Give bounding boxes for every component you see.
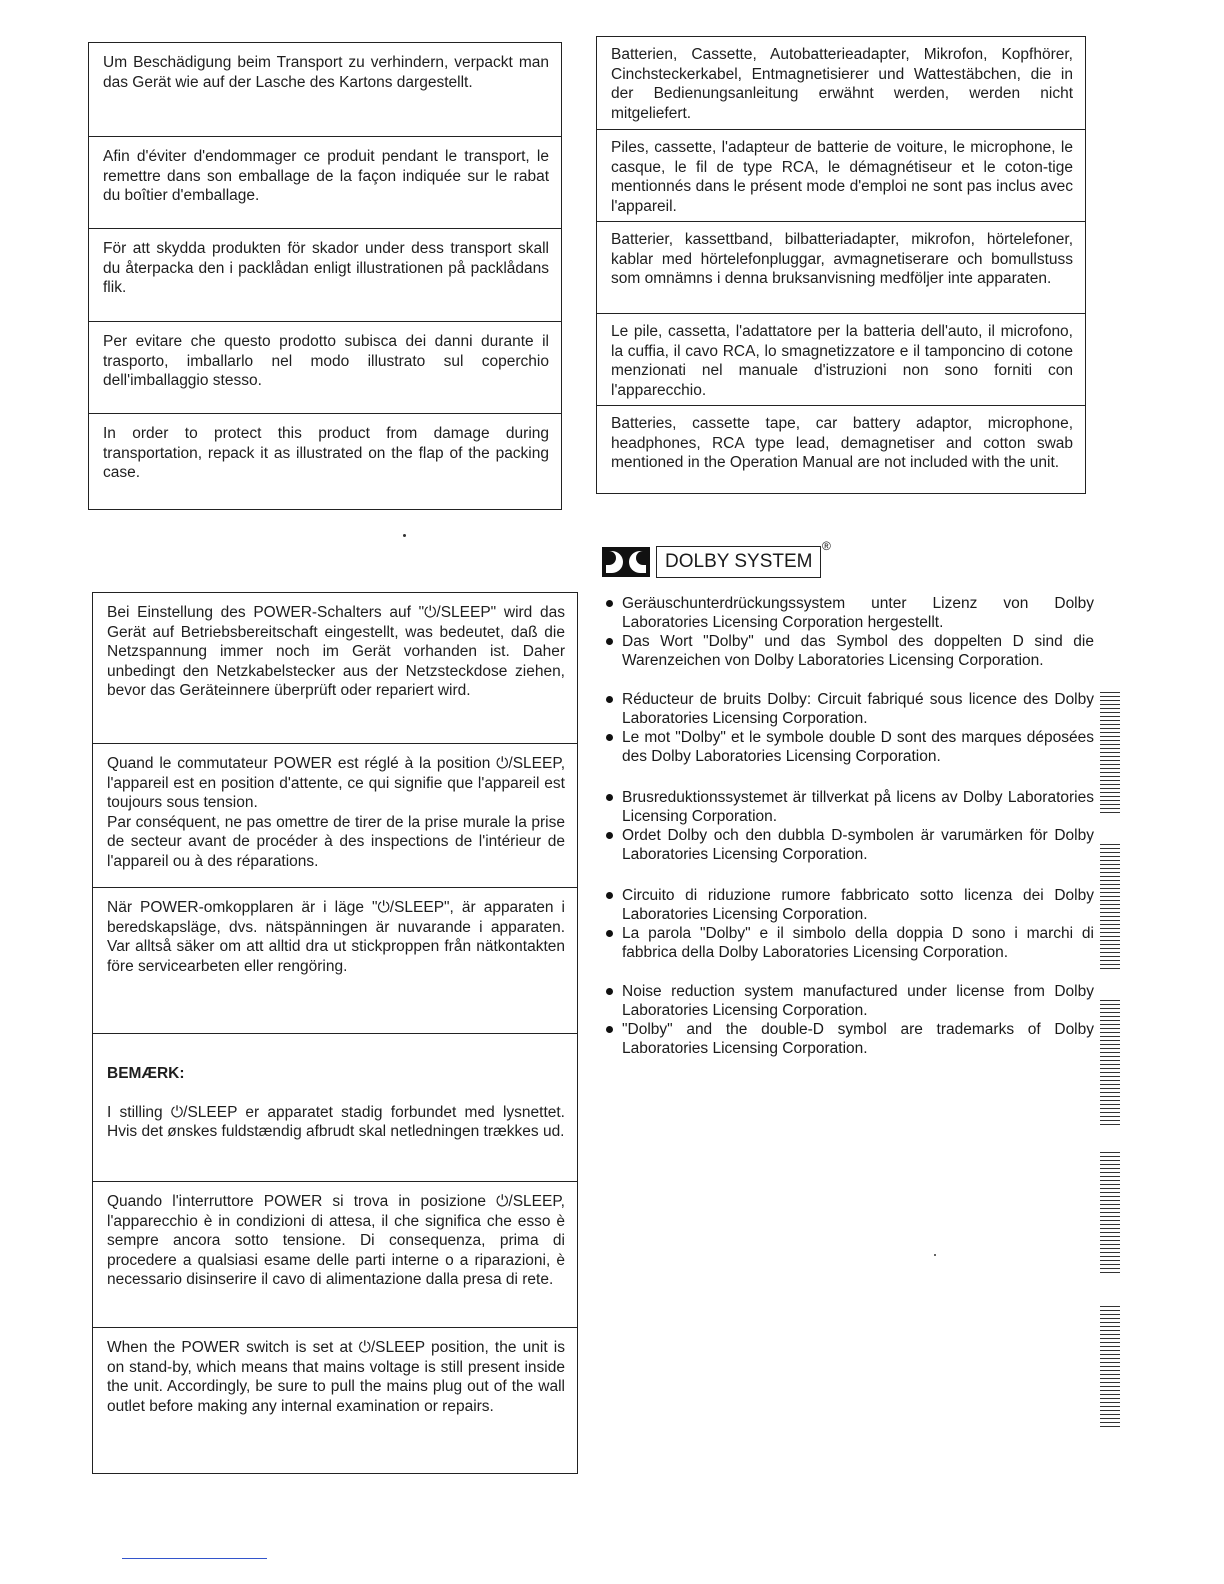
- transport-notice-table: [88, 42, 562, 510]
- accessory-notice-en: Batteries, cassette tape, car battery adaptor, microphone, headphones, RCA type lead, demagnetiser and cotton swab mentioned in the Operation Manual are not included with the unit.: [597, 405, 1085, 493]
- dolby-group-en: [604, 982, 1094, 1058]
- dolby-item: La parola "Dolby" e il simbolo della doppia D sono i marchi di fabbrica della Dolby Laboratories Licensing Corporation.: [604, 924, 1094, 962]
- power-notice-table: [92, 592, 578, 1474]
- dolby-group-sv: [604, 788, 1094, 864]
- accessory-notice-sv: Batterier, kassettband, bilbatteriadapter, mikrofon, hörtelefoner, kablar med hörtelefonpluggar, avmagnetiserare och bomullstuss som omnämns i denna bruksanvisning medföljer inte apparaten.: [597, 221, 1085, 313]
- power-notice-da-text: I stilling ⏻/SLEEP er apparatet stadig forbundet med lysnettet. Hvis det ønskes fuldstændig afbrudt skal netledningen trækkes ud.: [107, 1103, 565, 1140]
- power-notice-da: [93, 1033, 577, 1181]
- margin-hatch-mark: [1100, 692, 1120, 816]
- power-notice-sv: När POWER-omkopplaren är i läge "⏻/SLEEP", är apparaten i beredskapsläge, dvs. nätspänningen är nuvarande i apparaten. Var alltså säker om att alltid dra ut stickproppen från nätkontakten före servicearbeten eller rengöring.: [93, 887, 577, 1033]
- dolby-item: Noise reduction system manufactured under license from Dolby Laboratories Licensing Corporation.: [604, 982, 1094, 1020]
- dolby-item: Das Wort "Dolby" und das Symbol des doppelten D sind die Warenzeichen von Dolby Laboratories Licensing Corporation.: [604, 632, 1094, 670]
- margin-hatch-mark: [1100, 844, 1120, 970]
- power-notice-de: Bei Einstellung des POWER-Schalters auf "⏻/SLEEP" wird das Gerät auf Betriebsbereitschaft eingestellt, was bedeutet, daß die Netzspannung immer noch im Gerät vorhanden ist. Daher unbedingt den Netzkabelstecker aus der Netzsteckdose ziehen, bevor das Geräteinnere überprüft oder repariert wird.: [107, 604, 565, 699]
- dolby-item: Brusreduktionssystemet är tillverkat på licens av Dolby Laboratories Licensing Corporation.: [604, 788, 1094, 826]
- transport-notice-it: Per evitare che questo prodotto subisca dei danni durante il trasporto, imballarlo nel modo illustrato sul coperchio dell'imballaggio stesso.: [89, 321, 561, 413]
- dolby-item: Réducteur de bruits Dolby: Circuit fabriqué sous licence des Dolby Laboratories Licensing Corporation.: [604, 690, 1094, 728]
- accessory-notice-it: Le pile, cassetta, l'adattatore per la batteria dell'auto, il microfono, la cuffia, il cavo RCA, lo smagnetizzatore e il tamponcino di cotone menzionati nel manuale d'istruzioni non sono forniti con l'apparecchio.: [597, 313, 1085, 405]
- transport-notice-sv: För att skydda produkten för skador under dess transport skall du återpacka den i packlådan enligt illustrationen på packlådans flik.: [89, 228, 561, 321]
- dolby-item: Ordet Dolby och den dubbla D-symbolen är varumärken för Dolby Laboratories Licensing Corporation.: [604, 826, 1094, 864]
- power-notice-it: Quando l'interruttore POWER si trova in posizione ⏻/SLEEP, l'apparecchio è in condizioni di attesa, il che significa che esso è sempre ancora sotto tensione. Di consequenza, prima di procedere a qualsiasi esame delle parti interne o a riparazioni, è necessario disinserire il cavo di alimentazione dalla presa di rete.: [93, 1181, 577, 1327]
- dolby-item: "Dolby" and the double-D symbol are trademarks of Dolby Laboratories Licensing Corporation.: [604, 1020, 1094, 1058]
- transport-notice-en: In order to protect this product from damage during transportation, repack it as illustrated on the flap of the packing case.: [89, 413, 561, 509]
- dolby-group-it: [604, 886, 1094, 962]
- dolby-item: Le mot "Dolby" et le symbole double D sont des marques déposées des Dolby Laboratories Licensing Corporation.: [604, 728, 1094, 766]
- scan-speck: [934, 1254, 936, 1256]
- dolby-group-fr: [604, 690, 1094, 766]
- accessory-notice-fr: Piles, cassette, l'adapteur de batterie de voiture, le microphone, le casque, le fil de type RCA, le démagnétiseur et le coton-tige mentionnés dans le présent mode d'emploi ne sont pas inclus avec l'appareil.: [597, 129, 1085, 221]
- dolby-system-label: DOLBY SYSTEM: [656, 546, 821, 578]
- margin-hatch-mark: [1100, 1152, 1120, 1276]
- transport-notice-de: Um Beschädigung beim Transport zu verhindern, verpackt man das Gerät wie auf der Lasche des Kartons dargestellt.: [103, 54, 549, 91]
- accessory-notice-de: Batterien, Cassette, Autobatterieadapter, Mikrofon, Kopfhörer, Cinchsteckerkabel, Entmagnetisierer und Wattestäbchen, die in der Bedienungsanleitung erwähnt werden, werden nicht mitgeliefert.: [611, 46, 1073, 122]
- power-notice-fr: Quand le commutateur POWER est réglé à la position ⏻/SLEEP, l'appareil est en position d'attente, ce qui signifie que l'appareil est toujours sous tension. Par conséquent, ne pas omettre de tirer de la prise murale la prise de secteur avant de procéder à des inspections de l'intérieur de l'appareil ou à des réparations.: [93, 743, 577, 887]
- scan-speck: [403, 534, 406, 537]
- registered-mark: ®: [822, 539, 831, 553]
- power-notice-en: When the POWER switch is set at ⏻/SLEEP position, the unit is on stand-by, which means that mains voltage is still present inside the unit. Accordingly, be sure to pull the mains plug out of the wall outlet before making any internal examination or repairs.: [93, 1327, 577, 1473]
- footer-line: [122, 1558, 267, 1559]
- accessory-notice-table: [596, 36, 1086, 494]
- dolby-item: Circuito di riduzione rumore fabbricato sotto licenza dei Dolby Laboratories Licensing Corporation.: [604, 886, 1094, 924]
- transport-notice-fr: Afin d'éviter d'endommager ce produit pendant le transport, le remettre dans son emballage de la façon indiquée sur le rabat du boîtier d'emballage.: [89, 136, 561, 228]
- margin-hatch-mark: [1100, 1000, 1120, 1126]
- margin-hatch-mark: [1100, 1306, 1120, 1430]
- dolby-group-de: [604, 594, 1094, 670]
- double-d-icon: [602, 547, 650, 577]
- power-notice-da-heading: BEMÆRK:: [107, 1064, 185, 1082]
- dolby-item: Geräuschunterdrückungssystem unter Lizenz von Dolby Laboratories Licensing Corporation hergestellt.: [604, 594, 1094, 632]
